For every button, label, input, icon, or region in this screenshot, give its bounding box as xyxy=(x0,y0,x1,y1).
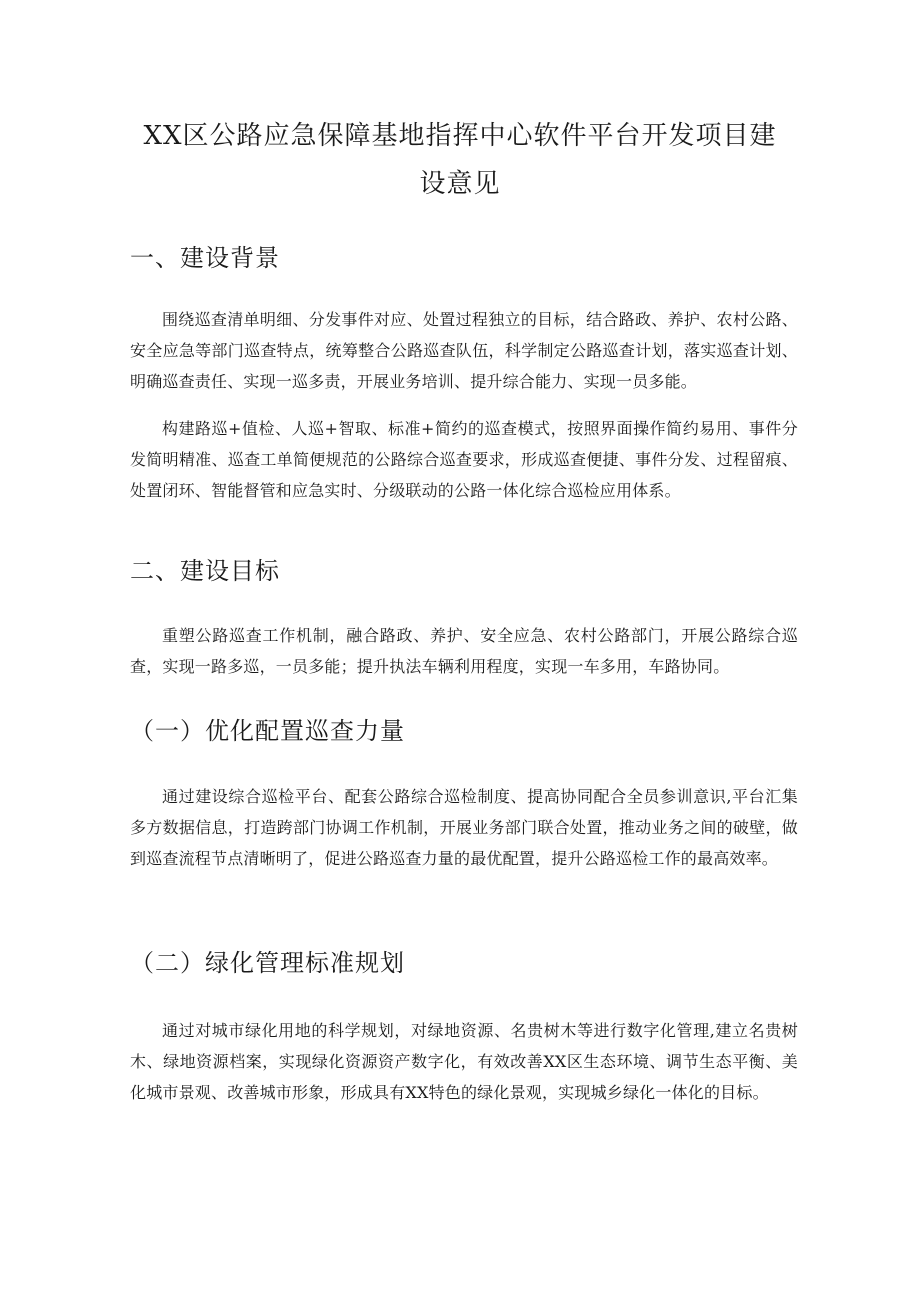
subsection-heading-greening: （二）绿化管理标准规划 xyxy=(130,949,405,977)
section-heading-goals: 二、建设目标 xyxy=(130,557,280,585)
greening-paragraph: 通过对城市绿化用地的科学规划，对绿地资源、名贵树木等进行数字化管理,建立名贵树木、绿地资源档案，实现绿化资源资产数字化，有效改善XX区生态环境、调节生态平衡、美化城市景观、改善城市形象，形成具有XX特色的绿化景观，实现城乡绿化一体化的目标。 xyxy=(130,1021,798,1102)
optimize-paragraph: 通过建设综合巡检平台、配套公路综合巡检制度、提高协同配合全员参训意识,平台汇集多方数据信息，打造跨部门协调工作机制，开展业务部门联合处置，推动业务之间的破壁，做到巡查流程节点清晰明了，促进公路巡查力量的最优配置，提升公路巡检工作的最高效率。 xyxy=(130,787,798,868)
document-title: XX区公路应急保障基地指挥中心软件平台开发项目建设意见 xyxy=(143,121,777,199)
background-paragraph-1: 围绕巡查清单明细、分发事件对应、处置过程独立的目标，结合路政、养护、农村公路、安全应急等部门巡查特点，统筹整合公路巡查队伍，科学制定公路巡查计划，落实巡查计划、明确巡查责任、实现一巡多责，开展业务培训、提升综合能力、实现一员多能。 xyxy=(130,310,798,391)
subsection-heading-optimize: （一）优化配置巡查力量 xyxy=(130,717,405,745)
goals-paragraph-1: 重塑公路巡查工作机制，融合路政、养护、安全应急、农村公路部门，开展公路综合巡查，实现一路多巡，一员多能；提升执法车辆利用程度，实现一车多用，车路协同。 xyxy=(130,626,798,676)
background-paragraph-2: 构建路巡+值检、人巡+智取、标准+简约的巡查模式，按照界面操作简约易用、事件分发简明精准、巡查工单简便规范的公路综合巡查要求，形成巡查便捷、事件分发、过程留痕、处置闭环、智能督管和应急实时、分级联动的公路一体化综合巡检应用体系。 xyxy=(130,419,798,500)
section-heading-background: 一、建设背景 xyxy=(130,244,280,272)
